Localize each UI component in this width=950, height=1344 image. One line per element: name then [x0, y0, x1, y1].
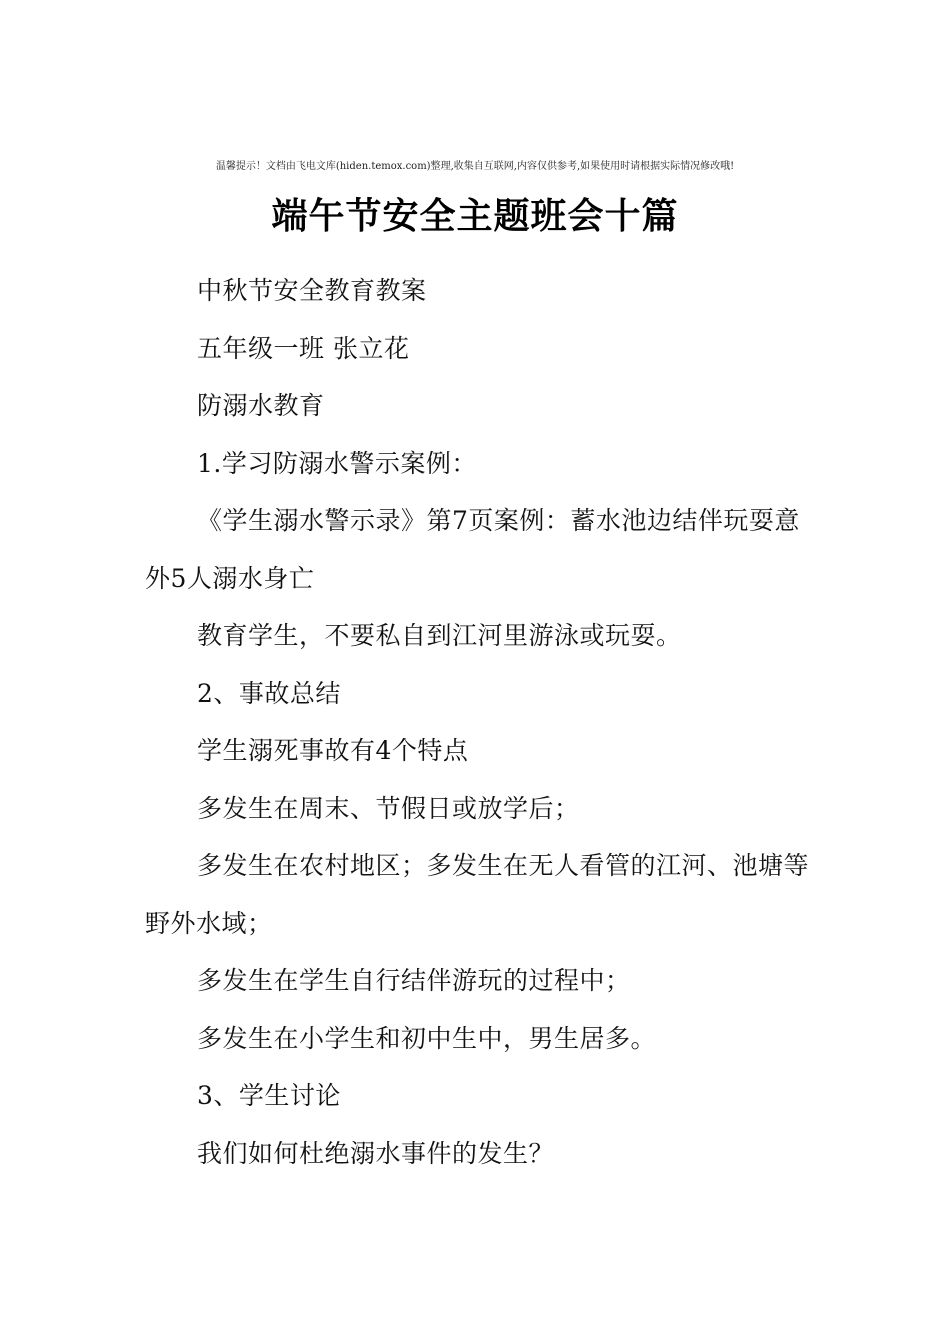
paragraph: 多发生在小学生和初中生中，男生居多。 [197, 1023, 657, 1053]
paragraph: 多发生在农村地区；多发生在无人看管的江河、池塘等野外水域； [145, 851, 810, 938]
paragraph: 学生溺死事故有4个特点 [197, 736, 469, 765]
header-notice: 温馨提示！文档由飞电文库(hiden.temox.com)整理,收集自互联网,内容仅供参考,如果使用时请根据实际情况修改哦! [215, 161, 735, 172]
paragraph: 教育学生，不要私自到江河里游泳或玩耍。 [197, 621, 682, 650]
paragraph: 1.学习防溺水警示案例： [197, 448, 477, 478]
paragraph: 《学生溺水警示录》第7页案例：蓄水池边结伴玩耍意外5人溺水身亡 [145, 506, 800, 593]
paragraph: 我们如何杜绝溺水事件的发生？ [197, 1138, 555, 1168]
paragraph: 防溺水教育 [197, 391, 325, 420]
paragraph: 多发生在周末、节假日或放学后； [197, 793, 580, 823]
paragraph: 多发生在学生自行结伴游玩的过程中； [197, 966, 631, 995]
paragraph: 3、学生讨论 [197, 1081, 341, 1110]
document-body [145, 262, 810, 1182]
paragraph: 中秋节安全教育教案 [197, 276, 427, 305]
document-title: 端午节安全主题班会十篇 [271, 196, 679, 237]
paragraph: 五年级一班 张立花 [197, 333, 410, 363]
paragraph: 2、事故总结 [197, 678, 341, 708]
